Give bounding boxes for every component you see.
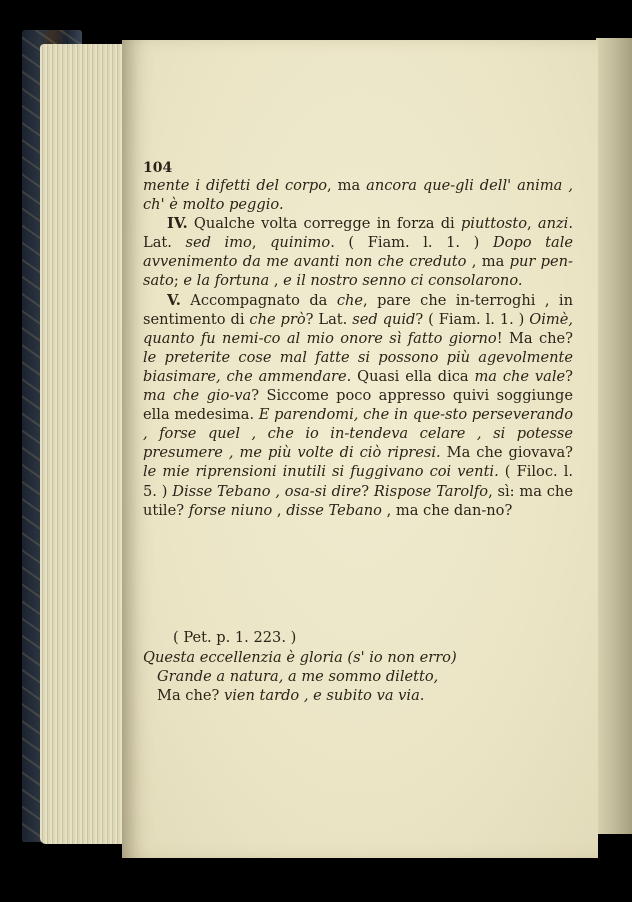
text-segment: ma che vale — [474, 367, 566, 385]
text-segment: , pare che in-terroghi , in sentimento di — [143, 291, 573, 328]
paragraph-iv — [143, 214, 573, 290]
text-segment: e la fortuna — [183, 272, 270, 290]
text-segment: Dopo tale avvenimento da me avanti non che creduto — [143, 234, 574, 271]
text-segment: E parendomi, che in que-sto perseverando , forse quel , che io in-tendeva celare , si potesse presumere , me più volte di ciò ripresi. — [143, 406, 573, 462]
text-segment: Quasi ella dica — [351, 367, 475, 385]
text-segment: ; — [173, 272, 184, 290]
verse-line-3 — [143, 686, 583, 705]
verse-line-1: Questa eccellenzia è gloria (s' io non erro) — [143, 649, 457, 666]
text-segment: quinimo — [270, 234, 331, 252]
text-segment: forse niuno — [188, 501, 273, 519]
text-segment: pur pen-sato — [143, 253, 573, 290]
text-segment: Disse Tebano , osa-si dire — [172, 482, 362, 500]
text-segment: . ( Fiam. l. 1. ) — [330, 234, 493, 252]
text-segment: , — [269, 272, 284, 290]
text-segment: ? Siccome poco appresso quivi soggiunge ella medesima. — [143, 387, 573, 424]
text-segment: ma che gio-va — [143, 387, 252, 405]
text-segment: IV. — [167, 215, 188, 233]
text-segment: ? — [565, 367, 573, 385]
paragraph-v — [143, 291, 573, 520]
text-segment: ( Filoc. l. 5. ) — [143, 463, 573, 500]
text-segment: e il nostro senno ci consolarono. — [283, 272, 523, 290]
text-segment: disse Tebano — [286, 501, 382, 519]
verse-source: ( Pet. p. 1. 223. ) — [173, 629, 297, 646]
text-segment: , ma — [327, 177, 367, 194]
text-segment: ! Ma che? — [496, 329, 573, 347]
text-segment: Rispose Tarolfo — [373, 482, 489, 500]
text-segment: ? — [361, 482, 374, 500]
text-segment: , — [251, 234, 271, 252]
text-segment: , — [272, 501, 287, 519]
text-segment: vien tardo , e subito va via. — [219, 687, 425, 704]
verse-quote — [143, 628, 583, 705]
text-segment: mente i difetti del corpo — [143, 177, 328, 194]
text-segment: ? ( Fiam. l. 1. ) — [415, 310, 530, 328]
page-edges — [40, 44, 132, 844]
page-number: 104 — [143, 160, 173, 176]
text-segment: , ma — [466, 253, 510, 271]
text-segment: anzi — [537, 215, 569, 233]
book-cover-right — [596, 38, 632, 834]
text-segment: sed imo — [185, 234, 252, 252]
text-segment: , — [527, 215, 538, 233]
text-segment: , sì: ma che utile? — [143, 482, 573, 519]
text-segment: le preterite cose mal fatte si possono più agevolmente biasimare, che ammendare. — [143, 348, 573, 385]
text-segment: ? Lat. — [305, 310, 353, 328]
text-segment: Ma che giovava? — [440, 444, 574, 462]
text-segment: che — [336, 291, 364, 309]
text-segment: Qualche volta corregge in forza di — [187, 215, 461, 233]
text-segment: ancora que-gli dell' anima , ch' è molto peggio. — [143, 177, 573, 214]
text-segment: . Lat. — [143, 215, 573, 252]
verse-line-2: Grande a natura, a me sommo diletto, — [157, 668, 439, 685]
text-segment: Accompagnato da — [180, 291, 337, 309]
text-segment: sed quid — [352, 310, 416, 328]
text-segment: Oimè, quanto fu nemi-co al mio onore sì fatto giorno — [143, 310, 574, 347]
text-segment: piuttosto — [460, 215, 528, 233]
page-text — [143, 160, 573, 520]
text-segment: Ma che? — [157, 687, 220, 704]
paragraph-0 — [143, 176, 573, 214]
text-segment: che prò — [249, 310, 306, 328]
text-segment: le mie riprensioni inutili si fuggivano coi venti. — [143, 463, 499, 481]
text-segment: , ma che dan-no? — [381, 501, 513, 519]
text-segment: V. — [167, 291, 181, 309]
